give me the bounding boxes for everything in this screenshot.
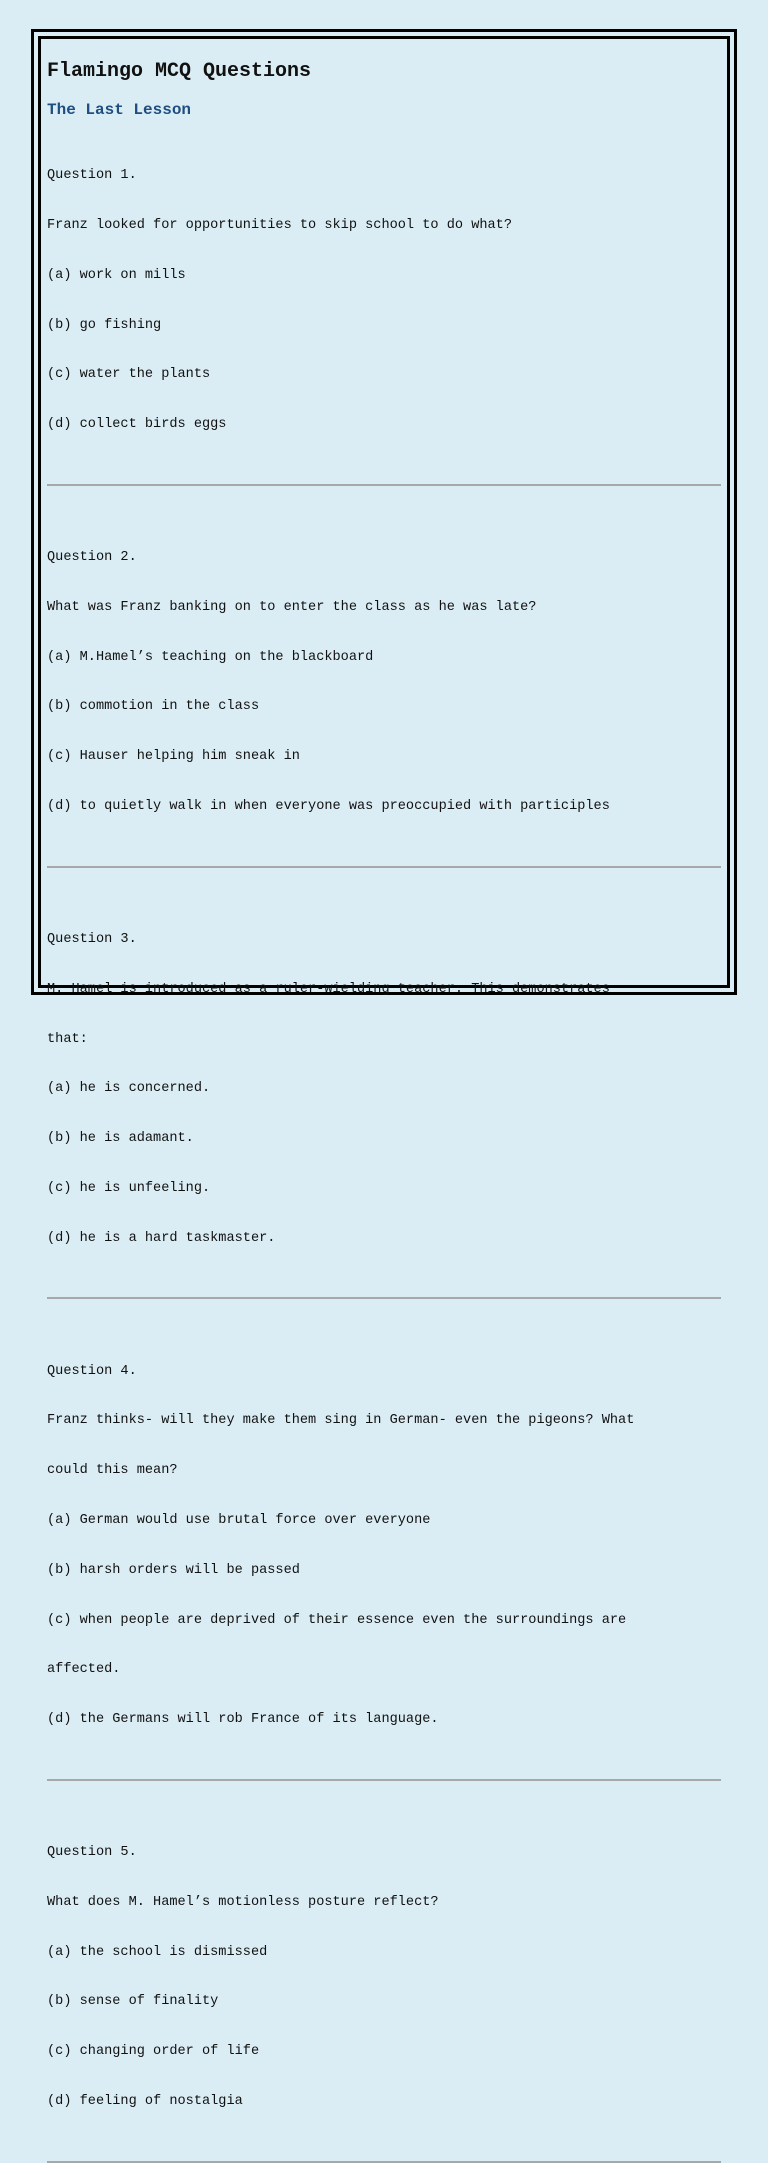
chapter-title: The Last Lesson bbox=[47, 101, 192, 119]
answer-option: (c) water the plants bbox=[47, 367, 211, 383]
question-text: M. Hamel is introduced as a ruler-wielding teacher. This demonstrates bbox=[47, 981, 610, 997]
question-number: Question 4. bbox=[47, 1363, 137, 1379]
answer-option: (a) German would use brutal force over everyone bbox=[47, 1512, 431, 1528]
question-block bbox=[47, 1330, 721, 1761]
question-number: Question 3. bbox=[47, 931, 137, 947]
answer-option: (b) sense of finality bbox=[47, 1994, 219, 2010]
answer-option: (a) the school is dismissed bbox=[47, 1944, 268, 1960]
question-text: that: bbox=[47, 1031, 88, 1047]
document-title: Flamingo MCQ Questions bbox=[47, 60, 312, 83]
question-text: could this mean? bbox=[47, 1463, 178, 1479]
answer-option: (b) commotion in the class bbox=[47, 699, 260, 715]
answer-option: (c) he is unfeeling. bbox=[47, 1180, 211, 1196]
answer-option: (c) changing order of life bbox=[47, 2044, 260, 2060]
document-content bbox=[47, 58, 721, 2163]
question-block bbox=[47, 899, 721, 1281]
answer-option: (c) when people are deprived of their essence even the surroundings are bbox=[47, 1612, 627, 1628]
answer-option: (d) he is a hard taskmaster. bbox=[47, 1230, 276, 1246]
question-text: What was Franz banking on to enter the class as he was late? bbox=[47, 599, 537, 615]
answer-option: (a) work on mills bbox=[47, 267, 186, 283]
question-text: Franz looked for opportunities to skip school to do what? bbox=[47, 217, 512, 233]
answer-option: (b) harsh orders will be passed bbox=[47, 1562, 300, 1578]
answer-option: (d) to quietly walk in when everyone was preoccupied with participles bbox=[47, 798, 610, 814]
answer-option: affected. bbox=[47, 1662, 121, 1678]
question-list bbox=[47, 135, 721, 2163]
answer-option: (a) M.Hamel’s teaching on the blackboard bbox=[47, 649, 374, 665]
answer-option: (b) he is adamant. bbox=[47, 1131, 194, 1147]
question-number: Question 2. bbox=[47, 550, 137, 566]
question-divider bbox=[47, 2161, 721, 2163]
answer-option: (d) feeling of nostalgia bbox=[47, 2093, 243, 2109]
question-block bbox=[47, 1812, 721, 2144]
answer-option: (d) the Germans will rob France of its language. bbox=[47, 1712, 439, 1728]
answer-option: (a) he is concerned. bbox=[47, 1081, 211, 1097]
question-text: Franz thinks- will they make them sing in German- even the pigeons? What bbox=[47, 1413, 635, 1429]
answer-option: (b) go fishing bbox=[47, 317, 162, 333]
question-number: Question 1. bbox=[47, 168, 137, 184]
question-block bbox=[47, 517, 721, 849]
question-text: What does M. Hamel’s motionless posture reflect? bbox=[47, 1894, 439, 1910]
question-number: Question 5. bbox=[47, 1845, 137, 1861]
answer-option: (d) collect birds eggs bbox=[47, 417, 227, 433]
answer-option: (c) Hauser helping him sneak in bbox=[47, 749, 300, 765]
question-block bbox=[47, 135, 721, 467]
